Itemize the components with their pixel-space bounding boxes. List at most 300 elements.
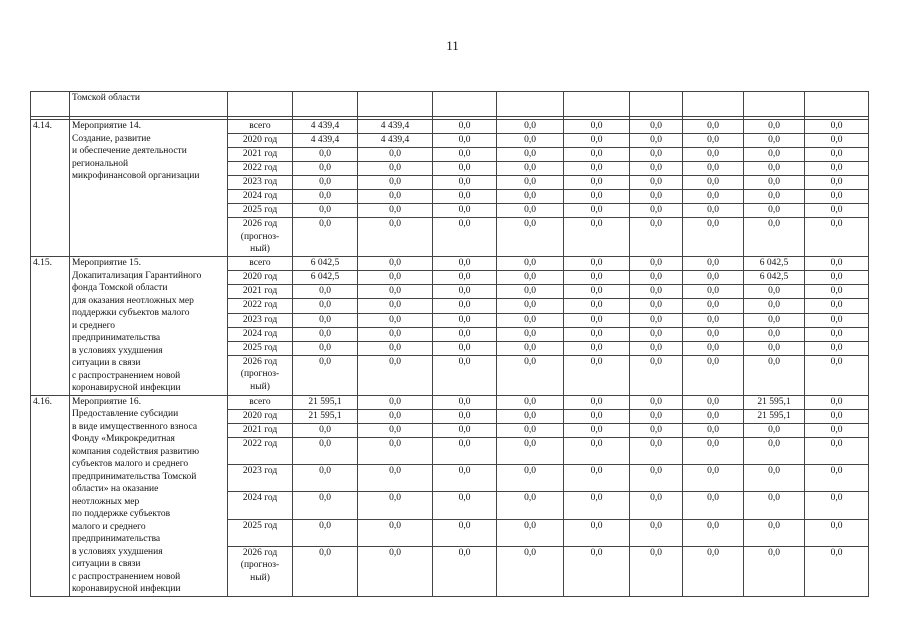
value-cell: 0,0 <box>433 190 497 204</box>
value-cell: 0,0 <box>497 204 564 218</box>
value-cell: 0,0 <box>293 437 358 464</box>
text-line: по поддержке субъектов <box>72 509 171 519</box>
value-cell: 0,0 <box>433 176 497 190</box>
value-cell: 0,0 <box>683 395 744 409</box>
value-cell <box>497 92 564 117</box>
value-cell <box>805 92 869 117</box>
text-line: (прогноз- <box>240 560 280 571</box>
text-line: Мероприятие 15. <box>72 258 142 268</box>
text-line: коронавирусной инфекции <box>72 584 181 594</box>
text-line: 2024 год <box>242 328 278 339</box>
year-cell <box>228 395 293 409</box>
text-line: Создание, развитие <box>72 133 151 144</box>
value-cell: 0,0 <box>630 204 683 218</box>
value-cell: 0,0 <box>744 437 805 464</box>
value-cell: 0,0 <box>744 341 805 355</box>
value-cell: 0,0 <box>744 148 805 162</box>
value-cell: 0,0 <box>293 218 358 257</box>
value-cell: 0,0 <box>497 465 564 492</box>
value-cell: 0,0 <box>433 546 497 596</box>
value-cell: 0,0 <box>683 299 744 313</box>
value-cell: 0,0 <box>683 409 744 423</box>
value-cell: 0,0 <box>293 285 358 299</box>
value-cell: 0,0 <box>358 492 433 519</box>
value-cell: 0,0 <box>630 162 683 176</box>
value-cell: 0,0 <box>805 148 869 162</box>
value-cell: 0,0 <box>630 190 683 204</box>
text-line: 2023 год <box>242 466 278 477</box>
value-cell: 0,0 <box>497 271 564 285</box>
value-cell: 0,0 <box>683 204 744 218</box>
value-cell: 0,0 <box>630 271 683 285</box>
value-cell: 0,0 <box>805 204 869 218</box>
year-cell <box>228 492 293 519</box>
text-line: Фонду «Микрокредитная <box>72 434 175 444</box>
value-cell <box>228 92 293 117</box>
year-cell <box>228 313 293 327</box>
value-cell: 0,0 <box>358 546 433 596</box>
year-cell <box>228 285 293 299</box>
year-cell <box>228 423 293 437</box>
value-cell: 0,0 <box>683 327 744 341</box>
value-cell: 0,0 <box>358 437 433 464</box>
text-line: 2024 год <box>242 493 278 504</box>
value-cell: 0,0 <box>630 148 683 162</box>
value-cell: 0,0 <box>805 423 869 437</box>
value-cell: 0,0 <box>630 218 683 257</box>
text-line: компания содействия развитию <box>72 446 200 457</box>
value-cell: 0,0 <box>497 162 564 176</box>
value-cell: 0,0 <box>497 218 564 257</box>
value-cell <box>293 92 358 117</box>
value-cell: 0,0 <box>293 465 358 492</box>
value-cell: 0,0 <box>358 355 433 395</box>
value-cell: 0,0 <box>293 355 358 395</box>
value-cell: 0,0 <box>683 355 744 395</box>
value-cell: 0,0 <box>497 492 564 519</box>
text-line: коронавирусной инфекции <box>72 383 181 393</box>
value-cell: 0,0 <box>433 395 497 409</box>
value-cell: 0,0 <box>683 341 744 355</box>
value-cell: 0,0 <box>630 355 683 395</box>
text-line: неотложных мер <box>72 496 140 507</box>
value-cell: 0,0 <box>630 519 683 546</box>
text-line: в условиях ухудшения <box>72 546 163 557</box>
value-cell: 0,0 <box>358 162 433 176</box>
value-cell: 6 042,5 <box>744 271 805 285</box>
text-line: Докапитализация Гарантийного <box>72 270 202 281</box>
value-cell: 0,0 <box>683 271 744 285</box>
text-line: 2021 год <box>242 149 278 159</box>
value-cell: 0,0 <box>564 271 630 285</box>
value-cell: 0,0 <box>805 465 869 492</box>
text-line: поддержки субъектов малого <box>72 308 190 318</box>
value-cell: 0,0 <box>805 271 869 285</box>
value-cell: 0,0 <box>630 409 683 423</box>
value-cell: 21 595,1 <box>744 395 805 409</box>
value-cell: 0,0 <box>358 519 433 546</box>
item-number-cell: 4.16. <box>31 395 70 596</box>
item-description-cell <box>70 92 228 117</box>
text-line: для оказания неотложных мер <box>72 295 194 306</box>
value-cell: 0,0 <box>293 162 358 176</box>
item-number-cell <box>31 92 70 117</box>
value-cell: 0,0 <box>358 423 433 437</box>
value-cell: 0,0 <box>564 341 630 355</box>
value-cell: 0,0 <box>564 148 630 162</box>
item-number-cell: 4.14. <box>31 120 70 257</box>
value-cell: 0,0 <box>564 204 630 218</box>
value-cell: 0,0 <box>433 327 497 341</box>
value-cell: 0,0 <box>805 190 869 204</box>
value-cell: 6 042,5 <box>293 257 358 271</box>
value-cell: 0,0 <box>630 134 683 148</box>
value-cell: 0,0 <box>744 162 805 176</box>
text-line: 2020 год <box>242 410 278 421</box>
value-cell: 0,0 <box>564 355 630 395</box>
page-number: 11 <box>446 38 459 53</box>
value-cell: 0,0 <box>433 355 497 395</box>
year-cell <box>228 327 293 341</box>
text-line: и среднего <box>72 320 116 331</box>
value-cell: 0,0 <box>497 519 564 546</box>
value-cell: 0,0 <box>564 313 630 327</box>
value-cell: 0,0 <box>497 313 564 327</box>
value-cell: 0,0 <box>358 148 433 162</box>
text-line: 2021 год <box>242 286 278 297</box>
year-cell <box>228 218 293 257</box>
value-cell: 0,0 <box>433 134 497 148</box>
year-cell <box>228 134 293 148</box>
text-line: предпринимательства Томской <box>72 471 197 482</box>
value-cell: 0,0 <box>497 134 564 148</box>
year-cell <box>228 409 293 423</box>
value-cell: 0,0 <box>358 327 433 341</box>
text-line: (прогноз- <box>240 369 280 380</box>
value-cell: 0,0 <box>630 437 683 464</box>
value-cell <box>630 92 683 117</box>
value-cell: 0,0 <box>630 423 683 437</box>
value-cell: 0,0 <box>433 148 497 162</box>
value-cell: 0,0 <box>564 218 630 257</box>
value-cell: 0,0 <box>497 355 564 395</box>
text-line: Мероприятие 16. <box>72 396 142 407</box>
value-cell: 0,0 <box>433 492 497 519</box>
value-cell: 0,0 <box>497 409 564 423</box>
year-cell <box>228 519 293 546</box>
table-row <box>31 120 869 134</box>
item-description-cell <box>70 120 228 257</box>
value-cell: 0,0 <box>358 409 433 423</box>
year-cell <box>228 162 293 176</box>
value-cell: 0,0 <box>683 162 744 176</box>
value-cell: 0,0 <box>293 341 358 355</box>
text-line: малого и среднего <box>72 521 146 532</box>
value-cell: 4 439,4 <box>293 120 358 134</box>
value-cell: 0,0 <box>358 257 433 271</box>
value-cell: 0,0 <box>497 546 564 596</box>
text-line: 2020 год <box>242 272 278 283</box>
value-cell: 0,0 <box>630 120 683 134</box>
value-cell: 0,0 <box>805 519 869 546</box>
value-cell: 0,0 <box>805 327 869 341</box>
text-line: Мероприятие 14. <box>72 121 142 131</box>
value-cell: 4 439,4 <box>358 134 433 148</box>
value-cell: 0,0 <box>293 492 358 519</box>
year-cell <box>228 271 293 285</box>
value-cell: 0,0 <box>293 204 358 218</box>
value-cell: 4 439,4 <box>293 134 358 148</box>
value-cell: 0,0 <box>805 218 869 257</box>
value-cell: 0,0 <box>293 519 358 546</box>
value-cell: 0,0 <box>433 257 497 271</box>
value-cell: 6 042,5 <box>293 271 358 285</box>
value-cell: 0,0 <box>433 271 497 285</box>
year-cell <box>228 355 293 395</box>
value-cell: 0,0 <box>630 546 683 596</box>
value-cell: 0,0 <box>293 176 358 190</box>
item-number-cell: 4.15. <box>31 257 70 396</box>
value-cell: 0,0 <box>358 190 433 204</box>
value-cell: 0,0 <box>497 285 564 299</box>
text-line: 2025 год <box>242 205 278 215</box>
value-cell: 0,0 <box>564 299 630 313</box>
table-row <box>31 92 869 117</box>
year-cell <box>228 148 293 162</box>
item-description-cell <box>70 395 228 596</box>
text-line: в условиях ухудшения <box>72 345 163 356</box>
value-cell: 0,0 <box>358 204 433 218</box>
text-line: фонда Томской области <box>72 283 168 293</box>
value-cell: 0,0 <box>683 465 744 492</box>
text-line: ный) <box>250 572 270 583</box>
value-cell: 0,0 <box>433 120 497 134</box>
value-cell: 0,0 <box>630 313 683 327</box>
value-cell: 0,0 <box>497 148 564 162</box>
value-cell: 21 595,1 <box>744 409 805 423</box>
value-cell: 0,0 <box>683 492 744 519</box>
text-line: 2026 год <box>242 219 278 229</box>
text-line: предпринимательства <box>72 333 161 343</box>
text-line: 2022 год <box>242 438 278 449</box>
text-line: с распространением новой <box>72 571 181 582</box>
table-body <box>31 92 869 597</box>
value-cell: 0,0 <box>497 190 564 204</box>
value-cell: 0,0 <box>805 409 869 423</box>
year-cell <box>228 299 293 313</box>
value-cell: 0,0 <box>497 120 564 134</box>
value-cell: 0,0 <box>805 299 869 313</box>
value-cell: 0,0 <box>564 162 630 176</box>
value-cell: 0,0 <box>683 148 744 162</box>
value-cell: 0,0 <box>744 423 805 437</box>
text-line: 2024 год <box>242 191 278 201</box>
text-line: и обеспечение деятельности <box>72 146 187 156</box>
value-cell: 0,0 <box>744 134 805 148</box>
value-cell <box>744 92 805 117</box>
text-line: ный) <box>250 381 270 392</box>
year-cell <box>228 341 293 355</box>
table-row <box>31 257 869 271</box>
value-cell: 0,0 <box>744 313 805 327</box>
value-cell: 0,0 <box>805 257 869 271</box>
value-cell: 0,0 <box>805 285 869 299</box>
value-cell: 0,0 <box>358 285 433 299</box>
year-cell <box>228 120 293 134</box>
value-cell: 0,0 <box>433 437 497 464</box>
value-cell: 0,0 <box>683 423 744 437</box>
value-cell: 0,0 <box>293 327 358 341</box>
text-line: Томской области <box>72 93 140 103</box>
item-description-cell <box>70 257 228 396</box>
text-line: 2023 год <box>242 177 278 187</box>
value-cell: 0,0 <box>358 299 433 313</box>
value-cell: 0,0 <box>683 190 744 204</box>
text-line: (прогноз- <box>240 231 280 242</box>
value-cell: 0,0 <box>805 341 869 355</box>
value-cell: 0,0 <box>744 355 805 395</box>
value-cell: 0,0 <box>805 395 869 409</box>
text-line: области» на оказание <box>72 484 159 494</box>
value-cell: 0,0 <box>497 423 564 437</box>
text-line: 2026 год <box>242 356 278 367</box>
value-cell: 0,0 <box>630 465 683 492</box>
value-cell: 0,0 <box>293 423 358 437</box>
value-cell: 0,0 <box>683 285 744 299</box>
value-cell: 0,0 <box>358 395 433 409</box>
value-cell: 0,0 <box>564 465 630 492</box>
value-cell: 0,0 <box>744 465 805 492</box>
value-cell: 0,0 <box>805 437 869 464</box>
value-cell: 0,0 <box>683 519 744 546</box>
value-cell: 0,0 <box>805 546 869 596</box>
value-cell: 4 439,4 <box>358 120 433 134</box>
text-line: всего <box>249 396 271 407</box>
text-line: Предоставление субсидии <box>72 409 179 419</box>
value-cell: 0,0 <box>630 341 683 355</box>
value-cell: 0,0 <box>683 134 744 148</box>
value-cell: 0,0 <box>805 313 869 327</box>
text-line: ситуации в связи <box>72 559 141 569</box>
value-cell: 0,0 <box>564 285 630 299</box>
text-line: 2026 год <box>242 547 278 558</box>
value-cell: 0,0 <box>683 313 744 327</box>
value-cell: 0,0 <box>564 437 630 464</box>
text-line: субъектов малого и среднего <box>72 459 189 469</box>
value-cell: 0,0 <box>683 120 744 134</box>
value-cell: 0,0 <box>744 327 805 341</box>
value-cell: 0,0 <box>564 519 630 546</box>
value-cell: 0,0 <box>433 162 497 176</box>
year-cell <box>228 546 293 596</box>
value-cell: 0,0 <box>744 204 805 218</box>
text-line: 2022 год <box>242 300 278 311</box>
table-row <box>31 395 869 409</box>
value-cell: 0,0 <box>744 299 805 313</box>
text-line: микрофинансовой организации <box>72 171 200 181</box>
value-cell: 0,0 <box>683 546 744 596</box>
value-cell: 0,0 <box>497 437 564 464</box>
value-cell: 0,0 <box>683 257 744 271</box>
value-cell: 0,0 <box>630 176 683 190</box>
value-cell: 0,0 <box>497 341 564 355</box>
value-cell: 0,0 <box>564 190 630 204</box>
value-cell: 0,0 <box>630 257 683 271</box>
value-cell: 0,0 <box>630 327 683 341</box>
value-cell: 0,0 <box>805 176 869 190</box>
value-cell: 21 595,1 <box>293 395 358 409</box>
value-cell: 0,0 <box>564 257 630 271</box>
value-cell: 0,0 <box>497 299 564 313</box>
value-cell: 0,0 <box>293 190 358 204</box>
value-cell: 0,0 <box>564 492 630 519</box>
value-cell: 0,0 <box>358 313 433 327</box>
year-cell <box>228 465 293 492</box>
value-cell: 0,0 <box>744 492 805 519</box>
text-line: всего <box>249 258 271 268</box>
value-cell: 0,0 <box>358 271 433 285</box>
value-cell: 0,0 <box>744 218 805 257</box>
value-cell: 0,0 <box>564 327 630 341</box>
value-cell: 0,0 <box>433 423 497 437</box>
text-line: 2025 год <box>242 342 278 353</box>
value-cell: 0,0 <box>683 218 744 257</box>
value-cell: 0,0 <box>433 409 497 423</box>
text-line: ситуации в связи <box>72 358 141 368</box>
value-cell: 0,0 <box>564 546 630 596</box>
text-line: 2023 год <box>242 314 278 325</box>
text-line: всего <box>249 121 271 131</box>
value-cell: 0,0 <box>805 134 869 148</box>
value-cell: 21 595,1 <box>293 409 358 423</box>
value-cell: 0,0 <box>630 395 683 409</box>
value-cell: 0,0 <box>744 519 805 546</box>
value-cell: 0,0 <box>805 120 869 134</box>
value-cell: 0,0 <box>358 176 433 190</box>
value-cell: 0,0 <box>497 257 564 271</box>
text-line: 2020 год <box>242 135 278 145</box>
value-cell: 0,0 <box>564 409 630 423</box>
value-cell: 0,0 <box>358 465 433 492</box>
value-cell: 0,0 <box>433 285 497 299</box>
value-cell: 0,0 <box>497 176 564 190</box>
value-cell: 0,0 <box>683 437 744 464</box>
value-cell: 0,0 <box>497 395 564 409</box>
text-line: ный) <box>250 244 270 254</box>
year-cell <box>228 257 293 271</box>
text-line: 2021 год <box>242 424 278 435</box>
value-cell: 0,0 <box>805 162 869 176</box>
value-cell: 0,0 <box>433 218 497 257</box>
value-cell: 0,0 <box>805 492 869 519</box>
value-cell: 0,0 <box>630 492 683 519</box>
value-cell: 0,0 <box>293 148 358 162</box>
value-cell: 0,0 <box>744 546 805 596</box>
value-cell: 0,0 <box>744 176 805 190</box>
value-cell: 0,0 <box>433 465 497 492</box>
value-cell: 0,0 <box>564 395 630 409</box>
year-cell <box>228 176 293 190</box>
value-cell: 0,0 <box>683 176 744 190</box>
value-cell: 0,0 <box>358 218 433 257</box>
text-line: с распространением новой <box>72 370 181 381</box>
value-cell: 0,0 <box>630 299 683 313</box>
value-cell: 0,0 <box>433 341 497 355</box>
value-cell <box>564 92 630 117</box>
text-line: региональной <box>72 158 129 169</box>
value-cell: 0,0 <box>293 313 358 327</box>
year-cell <box>228 437 293 464</box>
